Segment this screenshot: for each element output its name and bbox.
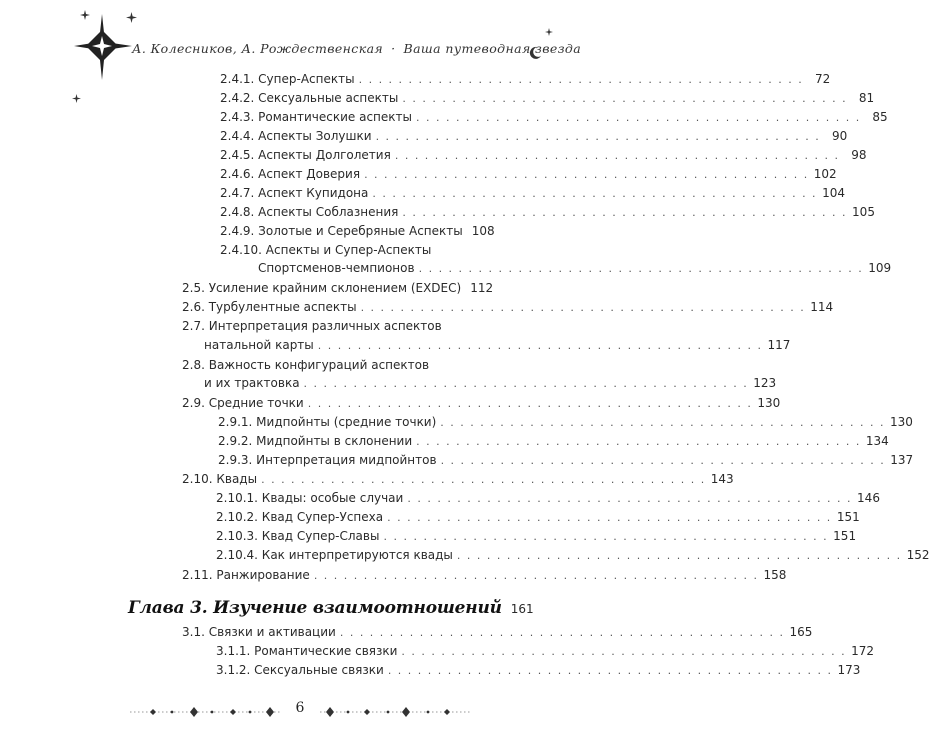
toc-entry[interactable]: 2.6. Турбулентные аспекты . . . . . . . . . . . . . . . . . . . . . . . . . . . . . . . . . . . . . . . . . . . . . 114: [182, 300, 834, 314]
toc-entry[interactable]: и их трактовка . . . . . . . . . . . . . . . . . . . . . . . . . . . . . . . . . . . . . . . . . . . . . 123: [204, 376, 777, 390]
toc-entry[interactable]: 2.9.2. Мидпойнты в склонении . . . . . . . . . . . . . . . . . . . . . . . . . . . . . . . . . . . . . . . . . . . . . 134: [218, 434, 889, 448]
toc-entry[interactable]: 2.9. Средние точки . . . . . . . . . . . . . . . . . . . . . . . . . . . . . . . . . . . . . . . . . . . . . 130: [182, 396, 781, 410]
toc-entry[interactable]: 2.4.7. Аспект Купидона . . . . . . . . . . . . . . . . . . . . . . . . . . . . . . . . . . . . . . . . . . . . . 104: [220, 186, 845, 200]
toc-entry[interactable]: 2.11. Ранжирование . . . . . . . . . . . . . . . . . . . . . . . . . . . . . . . . . . . . . . . . . . . . . 158: [182, 568, 787, 582]
toc-entry[interactable]: 2.4.1. Супер-Аспекты . . . . . . . . . . . . . . . . . . . . . . . . . . . . . . . . . . . . . . . . . . . . . 72: [220, 72, 831, 86]
toc-entry-heading[interactable]: 2.8. Важность конфигураций аспектов: [182, 358, 430, 372]
toc-entry[interactable]: 3.1.2. Сексуальные связки . . . . . . . . . . . . . . . . . . . . . . . . . . . . . . . . . . . . . . . . . . . . . 173: [216, 663, 861, 677]
toc-entry[interactable]: 2.10. Квады . . . . . . . . . . . . . . . . . . . . . . . . . . . . . . . . . . . . . . . . . . . . . 143: [182, 472, 734, 486]
header-separator: ·: [391, 41, 396, 56]
toc-entry[interactable]: 2.4.4. Аспекты Золушки . . . . . . . . . . . . . . . . . . . . . . . . . . . . . . . . . . . . . . . . . . . . . 90: [220, 129, 848, 143]
header-authors: А. Колесников, А. Рождественская: [132, 41, 384, 56]
toc-chapter-heading[interactable]: Глава 3. Изучение взаимоотношений 161: [128, 598, 534, 618]
toc-entry[interactable]: 2.10.2. Квад Супер-Успеха . . . . . . . . . . . . . . . . . . . . . . . . . . . . . . . . . . . . . . . . . . . . . 151: [216, 510, 860, 524]
north-star-icon: [70, 12, 134, 82]
toc-entry[interactable]: 2.4.3. Романтические аспекты . . . . . . . . . . . . . . . . . . . . . . . . . . . . . . . . . . . . . . . . . . . . . 85: [220, 110, 888, 124]
sparkle-icon: [545, 28, 553, 36]
header-book-title: Ваша путеводная звезда: [403, 41, 582, 56]
toc-entry[interactable]: Спортсменов-чемпионов . . . . . . . . . . . . . . . . . . . . . . . . . . . . . . . . . . . . . . . . . . . . . 109: [258, 261, 892, 275]
toc-entry-heading[interactable]: 2.4.10. Аспекты и Супер-Аспекты: [220, 243, 432, 257]
sparkle-icon: [80, 10, 90, 20]
footer-ornament-right: [320, 704, 470, 720]
toc-entry[interactable]: 2.4.8. Аспекты Соблазнения . . . . . . . . . . . . . . . . . . . . . . . . . . . . . . . . . . . . . . . . . . . . . 105: [220, 205, 875, 219]
sparkle-icon: [126, 12, 137, 23]
toc-entry[interactable]: 2.10.1. Квады: особые случаи . . . . . . . . . . . . . . . . . . . . . . . . . . . . . . . . . . . . . . . . . . . . . 146: [216, 491, 880, 505]
toc-entry[interactable]: 2.5. Усиление крайним склонением (EXDEC) 112: [182, 281, 494, 295]
toc-entry[interactable]: 2.4.6. Аспект Доверия . . . . . . . . . . . . . . . . . . . . . . . . . . . . . . . . . . . . . . . . . . . . . 102: [220, 167, 837, 181]
toc-entry[interactable]: 2.9.1. Мидпойнты (средние точки) . . . . . . . . . . . . . . . . . . . . . . . . . . . . . . . . . . . . . . . . . . . . . 130: [218, 415, 913, 429]
toc-entry-heading[interactable]: 2.7. Интерпретация различных аспектов: [182, 319, 442, 333]
toc-entry[interactable]: 3.1. Связки и активации . . . . . . . . . . . . . . . . . . . . . . . . . . . . . . . . . . . . . . . . . . . . . 165: [182, 625, 813, 639]
toc-entry[interactable]: 2.10.4. Как интерпретируются квады . . . . . . . . . . . . . . . . . . . . . . . . . . . . . . . . . . . . . . . . . . . . . 152: [216, 548, 930, 562]
toc-entry[interactable]: 2.4.9. Золотые и Серебряные Аспекты 108: [220, 224, 495, 238]
page-number: 6: [295, 700, 305, 716]
toc-entry[interactable]: 2.10.3. Квад Супер-Славы . . . . . . . . . . . . . . . . . . . . . . . . . . . . . . . . . . . . . . . . . . . . . 151: [216, 529, 857, 543]
toc-entry[interactable]: 2.9.3. Интерпретация мидпойнтов . . . . . . . . . . . . . . . . . . . . . . . . . . . . . . . . . . . . . . . . . . . . . 137: [218, 453, 914, 467]
sparkle-icon: [72, 94, 81, 103]
toc-entry[interactable]: натальной карты . . . . . . . . . . . . . . . . . . . . . . . . . . . . . . . . . . . . . . . . . . . . . 117: [204, 338, 791, 352]
toc-entry[interactable]: 2.4.5. Аспекты Долголетия . . . . . . . . . . . . . . . . . . . . . . . . . . . . . . . . . . . . . . . . . . . . . 98: [220, 148, 867, 162]
toc-entry[interactable]: 2.4.2. Сексуальные аспекты . . . . . . . . . . . . . . . . . . . . . . . . . . . . . . . . . . . . . . . . . . . . . 81: [220, 91, 875, 105]
toc-entry[interactable]: 3.1.1. Романтические связки . . . . . . . . . . . . . . . . . . . . . . . . . . . . . . . . . . . . . . . . . . . . . 172: [216, 644, 875, 658]
running-header: [132, 41, 582, 56]
footer-ornament-left: [130, 704, 280, 720]
